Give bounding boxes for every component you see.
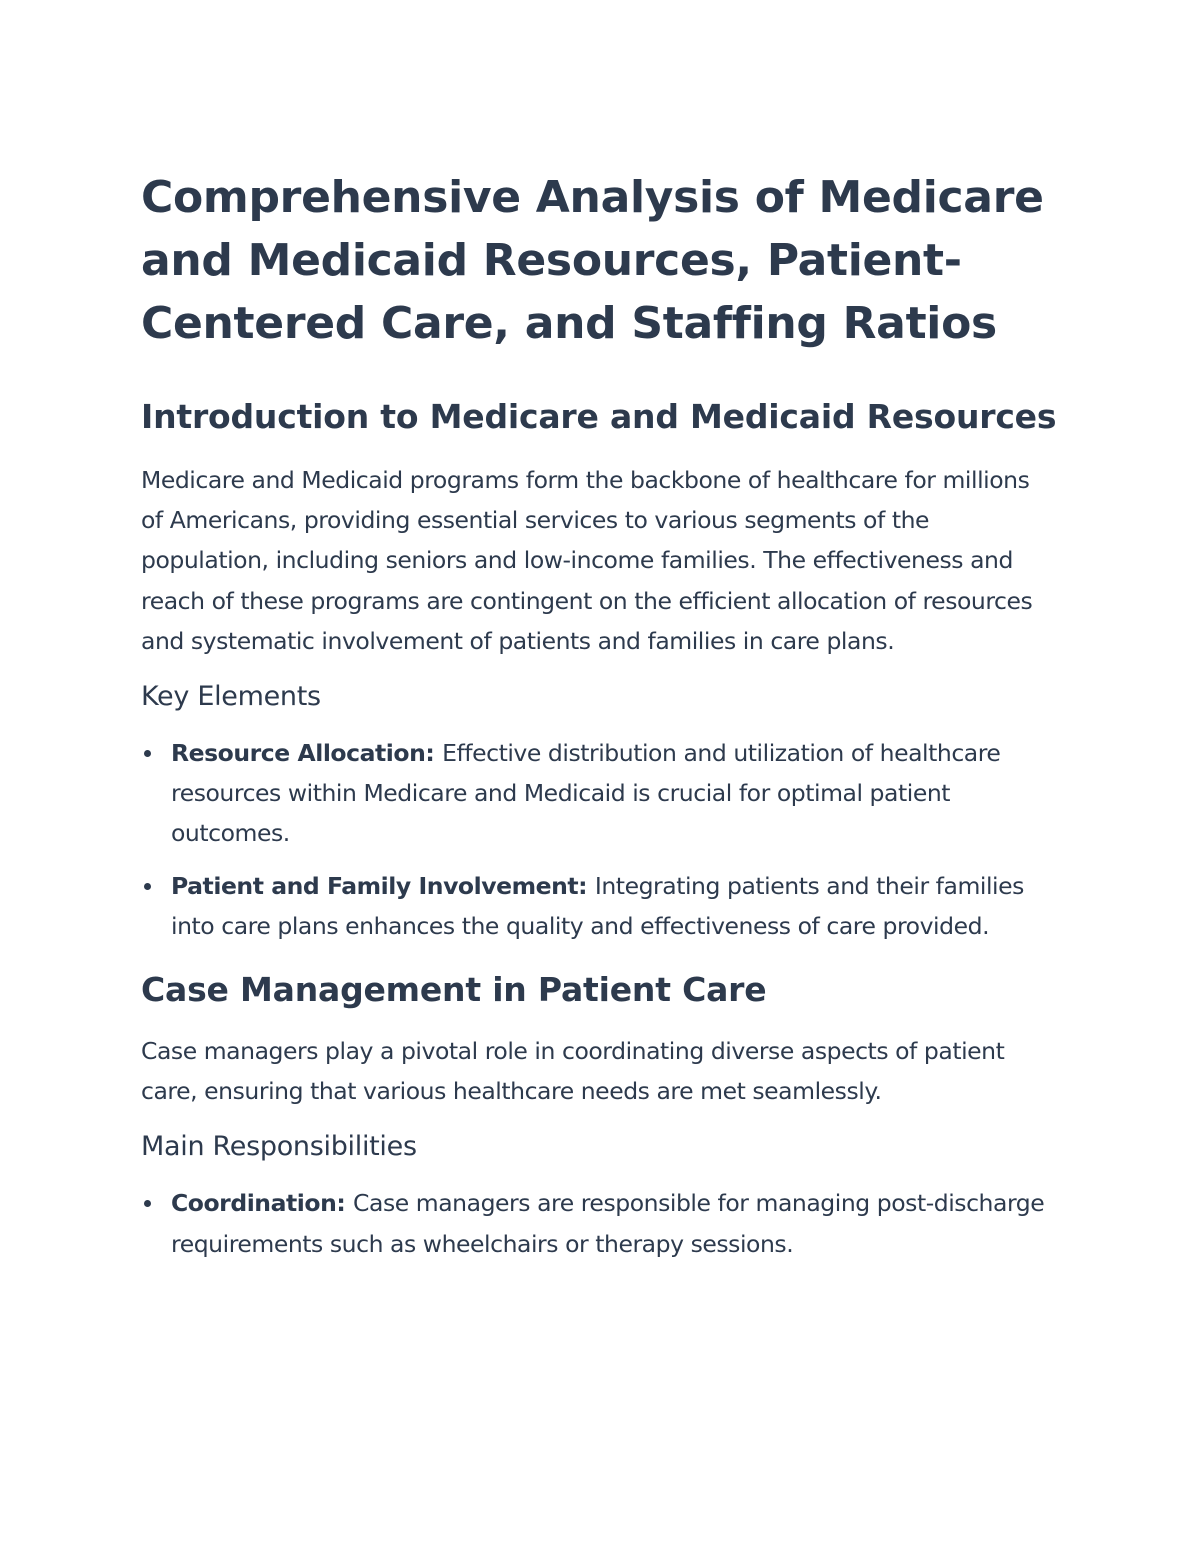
bullet-icon (144, 750, 151, 757)
section-heading: Introduction to Medicare and Medicaid Resources (141, 397, 1057, 436)
list-item (141, 1183, 1071, 1263)
section-case-management (141, 962, 1071, 1264)
section-subheading: Main Responsibilities (141, 1131, 417, 1163)
bullet-list (141, 733, 1071, 946)
section-paragraph: Medicare and Medicaid programs form the backbone of healthcare for millions of Americans, providing essential services to various segments of the population, including seniors and low-income families. The effectiveness and reach of these programs are contingent on the efficient allocation of resources and systematic involvement of patients and families in care plans. (141, 466, 1033, 655)
document-title: Comprehensive Analysis of Medicare and Medicaid Resources, Patient-Centered Care, and Staffing Ratios (141, 172, 1044, 349)
list-item (141, 866, 1071, 946)
bullet-icon (144, 1200, 151, 1207)
document-page (141, 166, 1071, 1276)
section-subheading: Key Elements (141, 681, 321, 713)
section-introduction (141, 388, 1071, 946)
list-item-term: Patient and Family Involvement: (171, 871, 595, 900)
list-item-text: Case managers are responsible for managing post-discharge requirements such as wheelchairs or therapy sessions. (171, 1189, 1045, 1258)
list-item-term: Resource Allocation: (171, 739, 443, 768)
section-paragraph: Case managers play a pivotal role in coordinating diverse aspects of patient care, ensuring that various healthcare needs are met seamlessly. (141, 1037, 1005, 1106)
list-item-text: Effective distribution and utilization of healthcare resources within Medicare and Medicaid is crucial for optimal patient outcomes. (171, 739, 1001, 848)
bullet-icon (144, 883, 151, 890)
bullet-list (141, 1183, 1071, 1263)
list-item-term: Coordination: (171, 1189, 354, 1218)
list-item (141, 733, 1071, 854)
section-heading: Case Management in Patient Care (141, 970, 767, 1010)
list-item-text: Integrating patients and their families into care plans enhances the quality and effectiveness of care provided. (171, 871, 1024, 940)
